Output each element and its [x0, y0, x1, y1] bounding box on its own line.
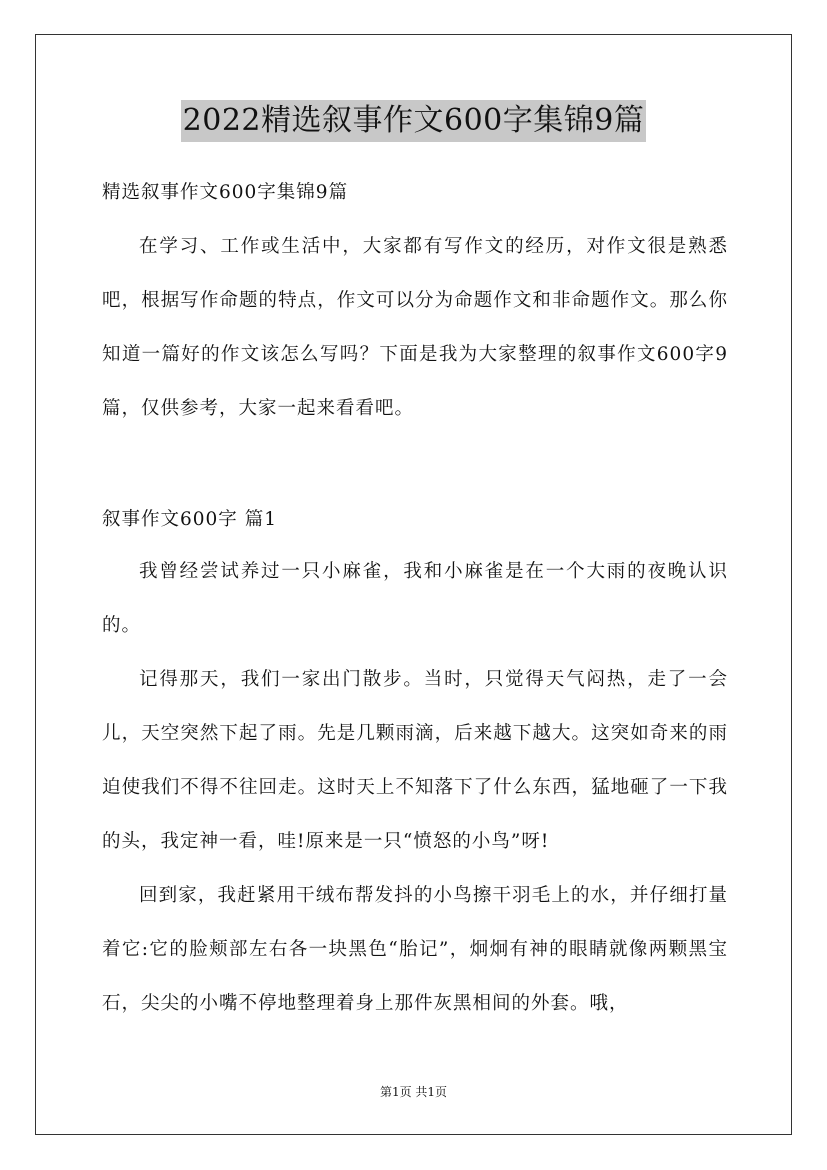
- page-footer: [0, 1083, 827, 1101]
- body-paragraph-2: 记得那天，我们一家出门散步。当时，只觉得天气闷热，走了一会儿，天空突然下起了雨。先是几颗雨滴，后来越下越大。这突如奇来的雨迫使我们不得不往回走。这时天上不知落下了什么东西，猛地砸了一下我的头，我定神一看，哇!原来是一只“愤怒的小鸟”呀!: [102, 669, 728, 852]
- section-heading: 叙事作文600字 篇1: [102, 509, 277, 530]
- intro-paragraph: 在学习、工作或生活中，大家都有写作文的经历，对作文很是熟悉吧，根据写作命题的特点，作文可以分为命题作文和非命题作文。那么你知道一篇好的作文该怎么写吗？下面是我为大家整理的叙事作文600字9篇，仅供参考，大家一起来看看吧。: [102, 236, 728, 419]
- body-paragraph-1: 我曾经尝试养过一只小麻雀，我和小麻雀是在一个大雨的夜晚认识的。: [102, 561, 728, 636]
- document-title-text: 2022精选叙事作文600字集锦9篇: [181, 100, 647, 142]
- document-title: [0, 100, 827, 142]
- document-subtitle: 精选叙事作文600字集锦9篇: [102, 182, 349, 203]
- page-number-label: 第1页 共1页: [379, 1085, 448, 1099]
- body-paragraph-3: 回到家，我赶紧用干绒布帮发抖的小鸟擦干羽毛上的水，并仔细打量着它:它的脸颊部左右各一块黑色“胎记”，炯炯有神的眼睛就像两颗黑宝石，尖尖的小嘴不停地整理着身上那件灰黑相间的外套。哦，: [102, 885, 728, 1014]
